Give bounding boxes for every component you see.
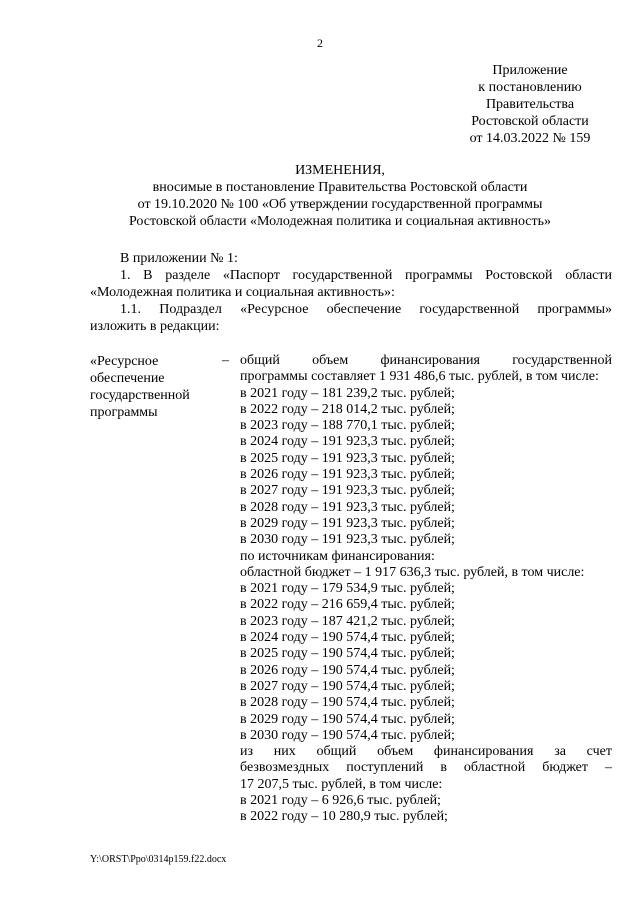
year-amount: в 2030 году – 191 923,3 тыс. рублей; — [240, 532, 455, 548]
intro-paragraph: В приложении № 1: — [120, 251, 238, 266]
appendix-line: Правительства — [485, 97, 575, 112]
year-amount: в 2026 году – 191 923,3 тыс. рублей; — [240, 467, 455, 483]
label-line: «Ресурсное — [90, 354, 159, 369]
appendix-line: от 14.03.2022 № 159 — [469, 131, 591, 146]
section-values — [240, 353, 612, 826]
year-amount: в 2030 году – 190 574,4 тыс. рублей; — [240, 727, 455, 743]
intro-paragraph: 1. В разделе «Паспорт государственной программы Ростовской области — [120, 268, 612, 283]
appendix-line: Приложение — [492, 63, 568, 78]
year-amount: в 2025 году – 191 923,3 тыс. рублей; — [240, 450, 455, 466]
label-line: государственной — [90, 388, 190, 403]
appendix-block — [430, 62, 630, 147]
page-number: 2 — [317, 36, 323, 50]
year-amount: в 2028 году – 190 574,4 тыс. рублей; — [240, 695, 455, 711]
year-amount: в 2029 году – 190 574,4 тыс. рублей; — [240, 711, 455, 727]
heading-line: вносимые в постановление Правительства Ростовской области — [152, 180, 528, 195]
year-amount: в 2022 году – 218 014,2 тыс. рублей; — [240, 401, 455, 417]
year-amount: в 2025 году – 190 574,4 тыс. рублей; — [240, 646, 455, 662]
appendix-line: к постановлению — [478, 80, 582, 95]
year-amount: в 2026 году – 190 574,4 тыс. рублей; — [240, 662, 455, 678]
year-amount: в 2022 году – 216 659,4 тыс. рублей; — [240, 597, 455, 613]
year-amount: в 2023 году – 188 770,1 тыс. рублей; — [240, 418, 455, 434]
year-amount: в 2027 году – 190 574,4 тыс. рублей; — [240, 678, 455, 694]
grants-line: безвозмездных поступлений в областной бюджет – — [240, 760, 612, 776]
appendix-line: Ростовской области — [471, 114, 589, 129]
section-label — [90, 353, 230, 421]
intro-text — [90, 250, 612, 335]
grants-line: 17 207,5 тыс. рублей, в том числе: — [240, 776, 443, 792]
label-line: обеспечение — [90, 371, 165, 386]
year-amount: в 2021 году – 179 534,9 тыс. рублей; — [240, 581, 455, 597]
year-amount: в 2023 году – 187 421,2 тыс. рублей; — [240, 613, 455, 629]
label-dash: – — [222, 353, 229, 368]
year-amount: в 2022 году – 10 280,9 тыс. рублей; — [240, 809, 448, 825]
intro-paragraph: изложить в редакции: — [90, 319, 220, 334]
regional-budget-line: областной бюджет – 1 917 636,3 тыс. рублей, в том числе: — [240, 564, 585, 580]
grants-line: из них общий объем финансирования за счет — [240, 744, 612, 760]
file-path-footer: Y:\ORST\Ppo\0314p159.f22.docx — [90, 854, 227, 865]
intro-paragraph: 1.1. Подраздел «Ресурсное обеспечение государственной программы» — [120, 302, 612, 317]
year-amount: в 2024 году – 190 574,4 тыс. рублей; — [240, 630, 455, 646]
heading-line: Ростовской области «Молодежная политика и социальная активность» — [128, 214, 552, 229]
year-amount: в 2024 году – 191 923,3 тыс. рублей; — [240, 434, 455, 450]
year-amount: в 2027 году – 191 923,3 тыс. рублей; — [240, 483, 455, 499]
intro-paragraph: «Молодежная политика и социальная активность»: — [90, 285, 395, 300]
year-amount: в 2028 году – 191 923,3 тыс. рублей; — [240, 499, 455, 515]
year-amount: в 2029 году – 191 923,3 тыс. рублей; — [240, 515, 455, 531]
heading-title: ИЗМЕНЕНИЯ, — [295, 163, 385, 178]
year-amount: в 2021 году – 6 926,6 тыс. рублей; — [240, 793, 441, 809]
sources-line: по источникам финансирования: — [240, 548, 435, 564]
year-amount: в 2021 году – 181 239,2 тыс. рублей; — [240, 385, 455, 401]
label-line: программы — [90, 405, 158, 420]
document-heading — [60, 162, 620, 230]
heading-line: от 19.10.2020 № 100 «Об утверждении государственной программы — [137, 197, 543, 212]
total-line: программы составляет 1 931 486,6 тыс. рублей, в том числе: — [240, 369, 599, 385]
total-line: общий объем финансирования государственной — [240, 353, 612, 368]
